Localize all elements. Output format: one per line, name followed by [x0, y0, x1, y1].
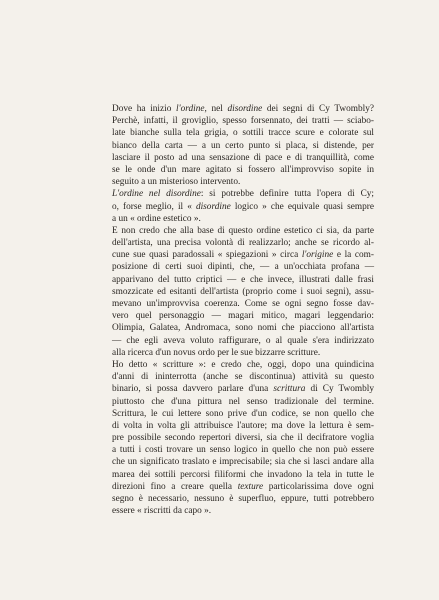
text-line: Scrittura, le cui lettere sono prive d'un codice, se non quello che	[112, 408, 374, 419]
text-line: pre possibile secondo repertori diversi, sia che il decifratore voglia	[112, 433, 374, 444]
text-line: segno è necessario, nessuno è superfluo, eppure, tutti potrebbero	[112, 494, 374, 504]
text-line: lasciare il posto ad una sensazione di pace e di tranquillità, come	[112, 152, 374, 163]
text-line: se le onde d'un mare agitato si fossero all'improvviso sopite in	[112, 164, 374, 175]
text-line: o, forse meglio, il « disordine logico » che equivale quasi sempre	[112, 201, 374, 212]
text-line: E non credo che alla base di questo ordine estetico ci sia, da parte	[112, 225, 374, 236]
paragraph	[112, 225, 374, 359]
italic-text: disordine	[195, 201, 231, 212]
italic-text: l'origine	[301, 250, 334, 261]
paragraph	[112, 103, 374, 188]
text-line: dell'artista, una precisa volontà di realizzarlo; anche se ricordo al-	[112, 238, 374, 249]
text-line: direzioni fino a creare quella texture particolarissima dove ogni	[112, 481, 375, 492]
text-line: essere « riscritti da capo ».	[112, 506, 212, 517]
text-line: Ho detto « scritture »: e credo che, oggi, dopo una quindicina	[112, 359, 374, 370]
text-line: Dove ha inizio l'ordine, nel disordine dei segni di Cy Twombly?	[112, 104, 374, 114]
text-line: seguito a un misterioso intervento.	[112, 177, 241, 188]
text-line: piuttosto che d'una pittura nel senso tradizionale del termine.	[112, 396, 374, 407]
text-line: Perchè, infatti, il groviglio, spesso forsennato, dei tratti — sciabo-	[112, 116, 374, 127]
text-line: late bianche sulla tela grigia, o sottili tracce scure e colorate sul	[112, 128, 374, 139]
text-line: L'ordine nel disordine: si potrebbe definire tutta l'opera di Cy;	[112, 189, 375, 200]
text-line: cune sue quasi paradossali « spiegazioni » circa l'origine e la com-	[112, 250, 374, 261]
text-line: di volta in volta gli attribuisce l'autore; ma dove la lettura è sem-	[112, 420, 374, 431]
text-line: marea dei sottili percorsi filiformi che invadono la tela in tutte le	[112, 469, 374, 480]
text-line: apparivano del tutto criptici — e che invece, illustrati dalle frasi	[112, 274, 374, 285]
text-line: mevano un'improvvisa coerenza. Come se ogni segno fosse dav-	[112, 299, 374, 309]
paragraph	[112, 188, 374, 225]
text-line: smozzicate ed esitanti dell'artista (proprio come i suoi segni), assu-	[112, 286, 374, 297]
text-line: a un « ordine estetico ».	[112, 213, 201, 224]
text-line: alla ricerca d'un novus ordo per le sue bizzarre scritture.	[112, 347, 321, 358]
text-line: che un significato traslato e imprecisabile; sia che si lasci andare alla	[112, 457, 374, 468]
italic-text: l'ordine	[176, 104, 205, 114]
text-line: vero quel personaggio — magari mitico, magari leggendario:	[112, 311, 374, 322]
essay-text	[112, 103, 374, 517]
text-line: posizione di certi suoi dipinti, che, — a un'occhiata profana —	[112, 262, 374, 273]
italic-text: scrittura	[273, 384, 306, 395]
text-line: bianco della carta — a un certo punto si placa, si distende, per	[112, 140, 374, 151]
text-line: Olimpia, Galatea, Andromaca, sono nomi che piacciono all'artista	[112, 323, 374, 334]
italic-text: texture	[237, 481, 264, 492]
italic-text: L'ordine nel disordine	[112, 189, 201, 200]
text-line: a tutti i costi trovare un senso logico in quello che non può essere	[112, 445, 374, 456]
text-line: — che egli aveva voluto raffigurare, o al quale s'era indirizzato	[112, 335, 374, 346]
text-line: binario, si possa davvero parlare d'una scrittura di Cy Twombly	[112, 384, 374, 395]
text-line: d'anni di ininterrotta (anche se discontinua) attività su questo	[112, 372, 374, 383]
paragraph	[112, 359, 374, 517]
italic-text: disordine	[227, 104, 263, 114]
